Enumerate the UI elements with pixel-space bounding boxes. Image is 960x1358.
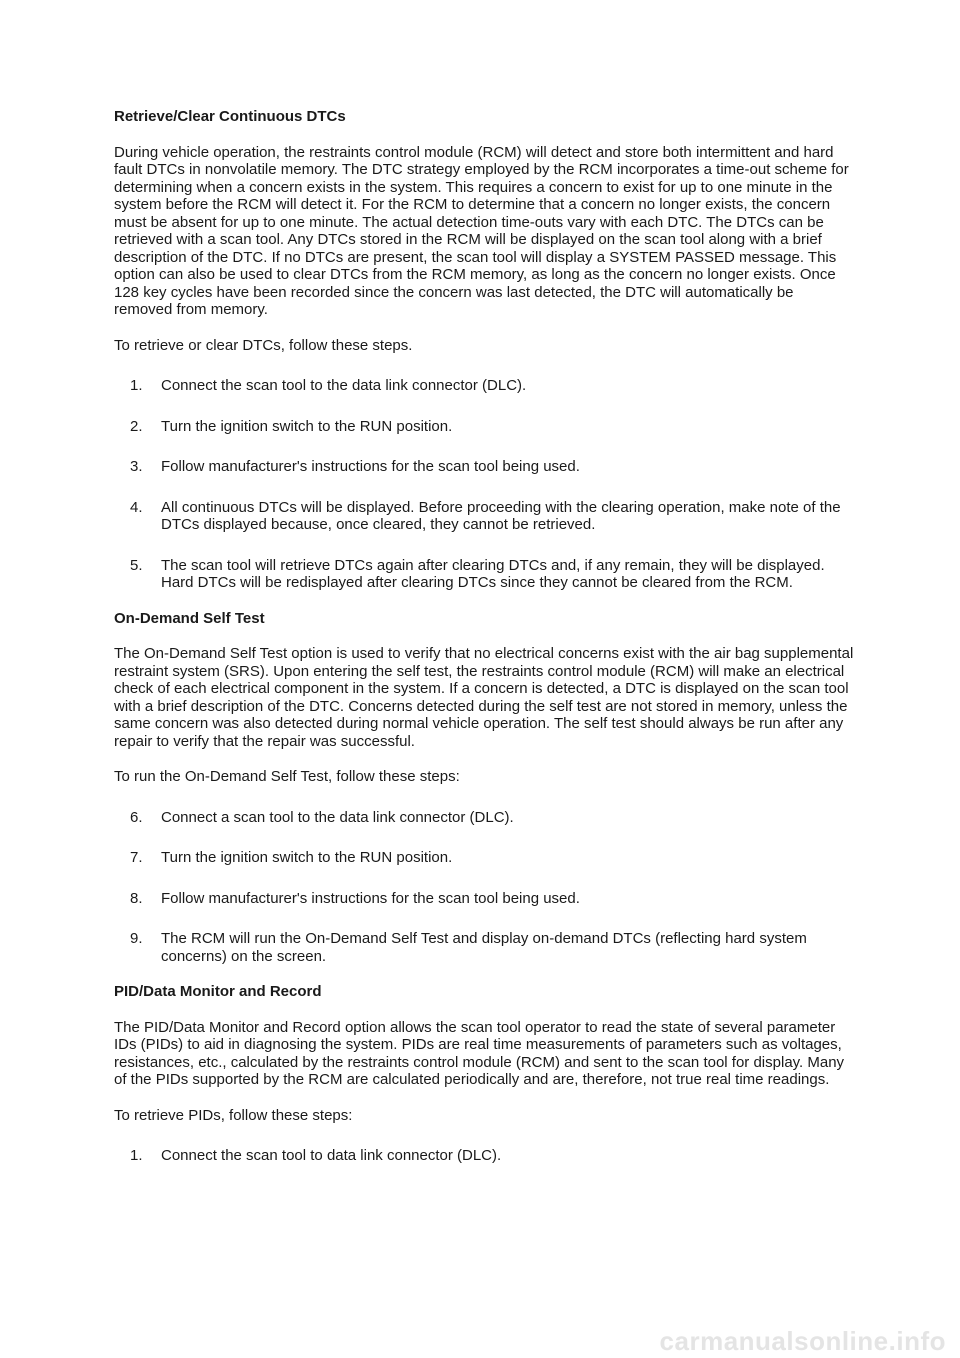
step-item — [114, 849, 854, 867]
step-text: Turn the ignition switch to the RUN position. — [161, 417, 453, 435]
step-list — [114, 809, 854, 966]
step-item — [114, 809, 854, 827]
step-text: Follow manufacturer's instructions for the scan tool being used. — [161, 458, 580, 475]
step-text: Turn the ignition switch to the RUN position. — [161, 849, 453, 866]
document-page — [114, 108, 854, 1188]
step-item — [114, 458, 854, 476]
step-item — [114, 890, 854, 908]
section-paragraph: To run the On-Demand Self Test, follow these steps: — [114, 768, 460, 785]
step-text: The scan tool will retrieve DTCs again after clearing DTCs and, if any remain, they will be displayed. Hard DTCs will be redisplayed after clearing DTCs since they cannot be cleared from the RCM. — [161, 556, 825, 591]
step-list — [114, 1147, 854, 1165]
step-item — [114, 377, 854, 395]
step-number: 2. — [130, 417, 143, 435]
section-heading: Retrieve/Clear Continuous DTCs — [114, 108, 346, 125]
step-item — [114, 499, 854, 534]
step-list — [114, 377, 854, 592]
section-retrieve-clear-dtcs — [114, 108, 854, 592]
step-item — [114, 557, 854, 592]
section-paragraph: The PID/Data Monitor and Record option allows the scan tool operator to read the state of several parameter IDs (PIDs) to aid in diagnosing the system. PIDs are real time measurements of parameters such as voltages, resistances, etc., calculated by the restraints control module (RCM) and sent to the scan tool for display. Many of the PIDs supported by the RCM are calculated periodically and are, therefore, not true real time readings. — [114, 1018, 845, 1088]
section-paragraph: To retrieve PIDs, follow these steps: — [114, 1106, 353, 1124]
step-number: 6. — [130, 808, 143, 826]
step-item — [114, 418, 854, 436]
step-number: 7. — [130, 849, 143, 866]
section-heading: PID/Data Monitor and Record — [114, 983, 322, 1000]
section-paragraph: The On-Demand Self Test option is used to verify that no electrical concerns exist with the air bag supplemental restraint system (SRS). Upon entering the self test, the restraints control module (RCM) will make an electrical check of each electrical component in the system. If a concern is detected, a DTC is displayed on the scan tool with a brief description of the DTC. Concerns detected during the self test are not stored in memory, unless the same concern was also detected during normal vehicle operation. The self test should always be run after any repair to verify that the repair was successful. — [114, 645, 854, 750]
step-number: 3. — [130, 458, 143, 475]
step-text: Follow manufacturer's instructions for the scan tool being used. — [161, 889, 580, 907]
step-text: All continuous DTCs will be displayed. Before proceeding with the clearing operation, make note of the DTCs displayed because, once cleared, they cannot be retrieved. — [161, 498, 841, 533]
step-number: 5. — [130, 556, 143, 574]
section-pid-data-monitor — [114, 983, 854, 1165]
step-number: 4. — [130, 498, 143, 516]
step-text: Connect the scan tool to the data link connector (DLC). — [161, 377, 527, 394]
step-text: Connect a scan tool to the data link connector (DLC). — [161, 808, 514, 826]
step-number: 8. — [130, 889, 143, 907]
step-number: 9. — [130, 930, 143, 947]
step-text: Connect the scan tool to data link connector (DLC). — [161, 1147, 502, 1164]
step-item — [114, 930, 854, 965]
step-number: 1. — [130, 1147, 143, 1164]
section-on-demand-self-test — [114, 610, 854, 966]
step-number: 1. — [130, 377, 143, 394]
section-heading: On-Demand Self Test — [114, 609, 265, 627]
watermark-text: carmanualsonline.info — [659, 1325, 946, 1356]
section-paragraph: To retrieve or clear DTCs, follow these steps. — [114, 336, 413, 354]
step-text: The RCM will run the On-Demand Self Test and display on-demand DTCs (reflecting hard system concerns) on the screen. — [161, 930, 807, 965]
step-item — [114, 1147, 854, 1165]
section-paragraph: During vehicle operation, the restraints control module (RCM) will detect and store both intermittent and hard fault DTCs in nonvolatile memory. The DTC strategy employed by the RCM incorporates a time-out scheme for determining when a concern exists in the system. This requires a concern to exist for up to one minute in the system before the RCM will detect it. For the RCM to determine that a concern no longer exists, the concern must be absent for up to one minute. The actual detection time-outs vary with each DTC. The DTCs can be retrieved with a scan tool. Any DTCs stored in the RCM will be displayed on the scan tool along with a brief description of the DTC. If no DTCs are present, the scan tool will display a SYSTEM PASSED message. This option can also be used to clear DTCs from the RCM memory, as long as the concern no longer exists. Once 128 key cycles have been recorded since the concern was last detected, the DTC will automatically be removed from memory. — [114, 143, 849, 318]
